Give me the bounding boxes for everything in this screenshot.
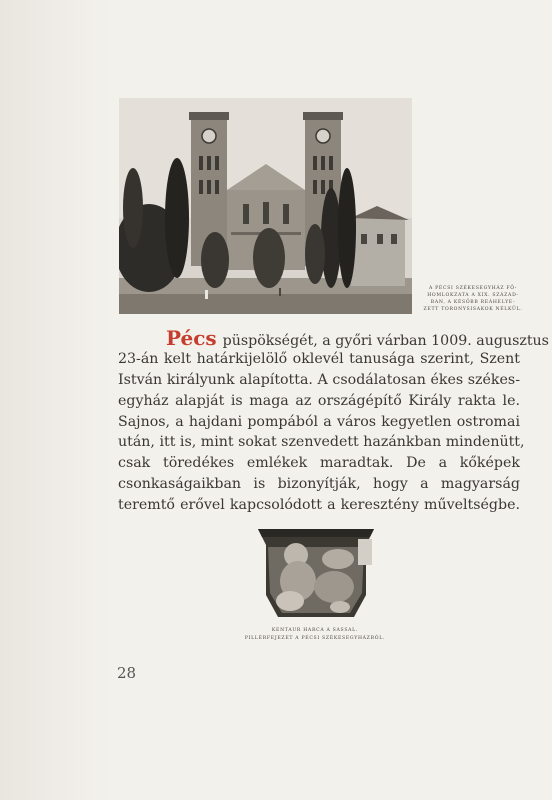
photo-caption-line: A PÉCSI SZÉKESEGYHÁZ FŐ- [428,286,518,291]
page-gutter-shading [0,0,110,800]
capital-relief-photo [254,525,378,621]
lead-word: Pécs [166,326,217,350]
paragraph-line: 23-án kelt határkijelölő oklevél tanusága szerint, Szent [118,350,520,367]
paragraph-line: után, itt is, mint sokat szenvedett hazánkban mindenütt, [118,434,525,451]
cathedral-photo [119,98,412,314]
photo-caption [417,285,529,313]
photo-caption-line: ZETT TORONYSISAKOK NÉLKÜL. [423,307,523,312]
photo-caption-line: BAN, A KÉSŐBB REÁHELYE- [430,300,516,305]
body-paragraph [118,326,549,516]
paragraph-line: egyház alapját is maga az országépítő Király rakta le. [118,392,520,409]
paragraph-line: csonkaságaikban is bizonyítják, hogy a magyarság [118,476,520,493]
relief-caption-line: PILLÉRFEJEZET A PÉCSI SZÉKESEGYHÁZBÓL. [244,636,386,641]
paragraph-line-first [118,326,549,350]
paragraph-line: csak töredékes emlékek maradtak. De a kőképek [118,455,520,472]
paragraph-line: István királyunk alapította. A csodálatosan ékes székes- [118,371,520,388]
relief-caption [200,627,430,643]
photo-caption-line: HOMLOKZATA A XIX. SZÁZAD- [427,293,519,298]
page-number: 28 [117,664,137,682]
paragraph-line: teremtő erővel kapcsolódott a keresztény műveltségbe. [118,497,520,514]
relief-caption-line: KENTAUR HARCA A SASSAL. [271,628,359,633]
paragraph-line: püspökségét, a győri várban 1009. augusztus [222,333,549,349]
paragraph-line: Sajnos, a hajdani pompából a város kegyetlen ostromai [118,413,520,430]
